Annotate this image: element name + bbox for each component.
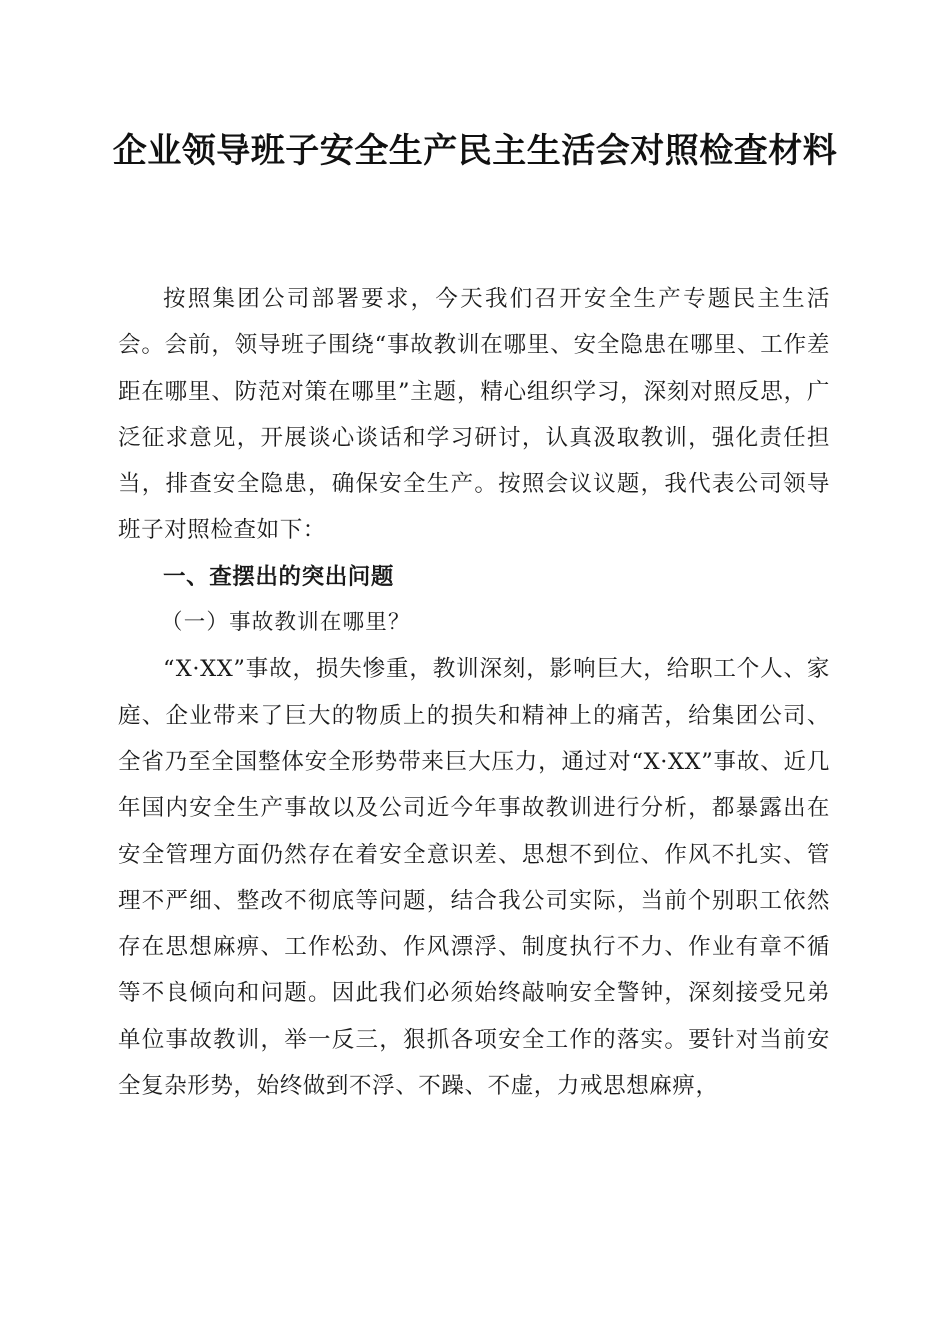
subsection-heading: （一）事故教训在哪里？ [161, 610, 411, 636]
section-heading: 一、查摆出的突出问题 [163, 563, 395, 590]
document-title: 企业领导班子安全生产民主生活会对照检查材料 [112, 131, 838, 171]
body-paragraph: “X·XX”事故，损失惨重，教训深刻，影响巨大，给职工个人、家庭、企业带来了巨大的物质上的损失和精神上的痛苦，给集团公司、全省乃至全国整体安全形势带来巨大压力，通过对“X·XX”事故、近几年国内安全生产事故以及公司近今年事故教训进行分析，都暴露出在安全管理方面仍然存在着安全意识差、思想不到位、作风不扎实、管理不严细、整改不彻底等问题，结合我公司实际，当前个别职工依然存在思想麻痹、工作松劲、作风漂浮、制度执行不力、作业有章不循等不良倾向和问题。因此我们必须始终敲响安全警钟，深刻接受兄弟单位事故教训，举一反三，狠抓各项安全工作的落实。要针对当前安全复杂形势，始终做到不浮、不躁、不虚，力戒思想麻痹， [118, 656, 830, 1100]
document-body [118, 276, 830, 1109]
intro-paragraph: 按照集团公司部署要求，今天我们召开安全生产专题民主生活会。会前，领导班子围绕“事故教训在哪里、安全隐患在哪里、工作差距在哪里、防范对策在哪里”主题，精心组织学习，深刻对照反思，广泛征求意见，开展谈心谈话和学习研讨，认真汲取教训，强化责任担当，排查安全隐患，确保安全生产。按照会议议题，我代表公司领导班子对照检查如下： [118, 286, 830, 544]
